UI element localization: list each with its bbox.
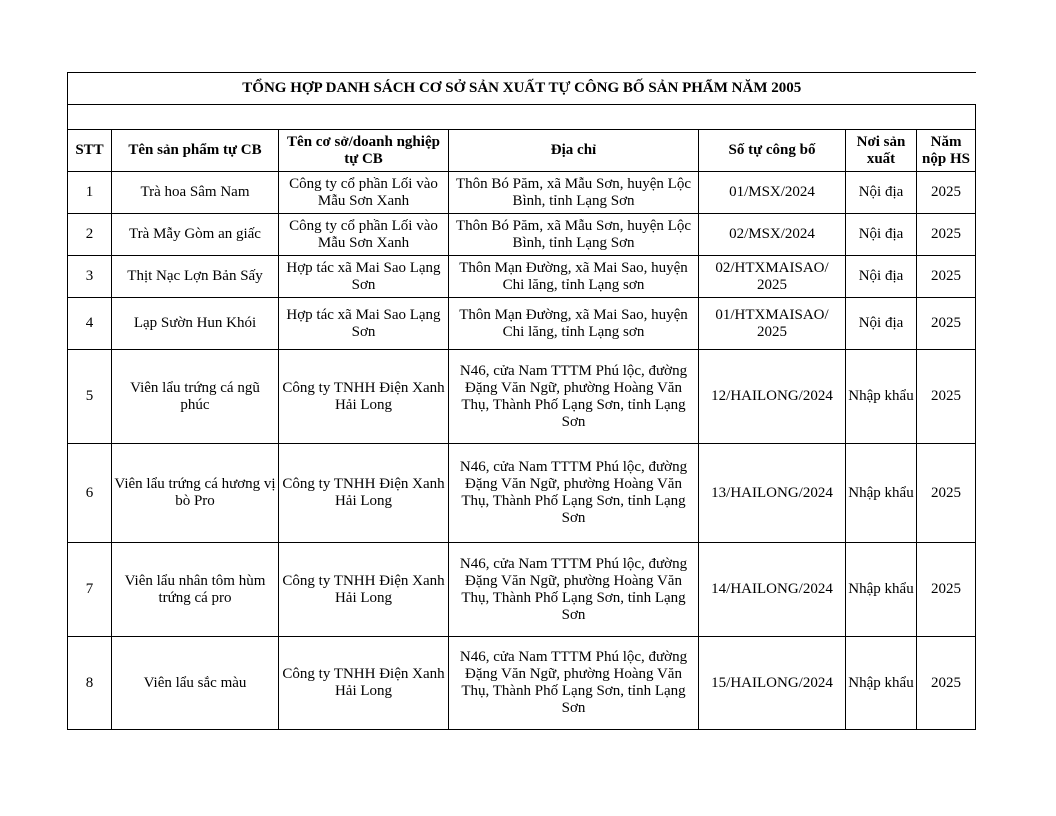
cell-address: Thôn Bó Păm, xã Mẫu Sơn, huyện Lộc Bình, tỉnh Lạng Sơn (449, 172, 699, 214)
cell-product: Thịt Nạc Lợn Bản Sấy (112, 256, 279, 298)
cell-product: Viên lẩu nhân tôm hùm trứng cá pro (112, 543, 279, 637)
table-row (68, 256, 976, 298)
cell-address: N46, cửa Nam TTTM Phú lộc, đường Đặng Văn Ngữ, phường Hoàng Văn Thụ, Thành Phố Lạng Sơn, tỉnh Lạng Sơn (449, 637, 699, 730)
table-row (68, 172, 976, 214)
cell-stt: 8 (68, 637, 112, 730)
table-row (68, 637, 976, 730)
cell-stt: 3 (68, 256, 112, 298)
cell-company: Công ty TNHH Điện Xanh Hải Long (279, 543, 449, 637)
cell-address: N46, cửa Nam TTTM Phú lộc, đường Đặng Văn Ngữ, phường Hoàng Văn Thụ, Thành Phố Lạng Sơn, tỉnh Lạng Sơn (449, 350, 699, 444)
header-year: Năm nộp HS (917, 130, 976, 172)
header-stt: STT (68, 130, 112, 172)
cell-product: Viên lẩu sắc màu (112, 637, 279, 730)
cell-code: 02/MSX/2024 (699, 214, 846, 256)
cell-origin: Nhập khẩu (846, 543, 917, 637)
cell-stt: 6 (68, 444, 112, 543)
header-product: Tên sản phẩm tự CB (112, 130, 279, 172)
cell-address: Thôn Bó Păm, xã Mẫu Sơn, huyện Lộc Bình, tỉnh Lạng Sơn (449, 214, 699, 256)
cell-origin: Nội địa (846, 298, 917, 350)
product-declaration-table (67, 72, 976, 730)
cell-year: 2025 (917, 444, 976, 543)
cell-origin: Nội địa (846, 172, 917, 214)
table-row (68, 214, 976, 256)
cell-stt: 5 (68, 350, 112, 444)
cell-product: Trà hoa Sâm Nam (112, 172, 279, 214)
cell-stt: 4 (68, 298, 112, 350)
cell-company: Công ty TNHH Điện Xanh Hải Long (279, 350, 449, 444)
cell-code: 12/HAILONG/2024 (699, 350, 846, 444)
blank-row (68, 105, 976, 130)
table-row (68, 543, 976, 637)
table-row (68, 350, 976, 444)
cell-company: Hợp tác xã Mai Sao Lạng Sơn (279, 298, 449, 350)
cell-code: 15/HAILONG/2024 (699, 637, 846, 730)
cell-company: Công ty cổ phần Lối vào Mẫu Sơn Xanh (279, 214, 449, 256)
cell-address: N46, cửa Nam TTTM Phú lộc, đường Đặng Văn Ngữ, phường Hoàng Văn Thụ, Thành Phố Lạng Sơn, tỉnh Lạng Sơn (449, 444, 699, 543)
cell-year: 2025 (917, 256, 976, 298)
cell-code: 13/HAILONG/2024 (699, 444, 846, 543)
header-row (68, 130, 976, 172)
cell-year: 2025 (917, 214, 976, 256)
cell-company: Công ty cổ phần Lối vào Mẫu Sơn Xanh (279, 172, 449, 214)
cell-code: 01/MSX/2024 (699, 172, 846, 214)
header-company: Tên cơ sở/doanh nghiệp tự CB (279, 130, 449, 172)
cell-origin: Nội địa (846, 256, 917, 298)
cell-product: Lạp Sườn Hun Khói (112, 298, 279, 350)
cell-stt: 2 (68, 214, 112, 256)
cell-code: 01/HTXMAISAO/ 2025 (699, 298, 846, 350)
cell-address: N46, cửa Nam TTTM Phú lộc, đường Đặng Văn Ngữ, phường Hoàng Văn Thụ, Thành Phố Lạng Sơn, tỉnh Lạng Sơn (449, 543, 699, 637)
header-code: Số tự công bố (699, 130, 846, 172)
cell-origin: Nhập khẩu (846, 444, 917, 543)
cell-stt: 1 (68, 172, 112, 214)
cell-company: Công ty TNHH Điện Xanh Hải Long (279, 444, 449, 543)
cell-product: Viên lẩu trứng cá hương vị bò Pro (112, 444, 279, 543)
cell-address: Thôn Mạn Đường, xã Mai Sao, huyện Chi lăng, tỉnh Lạng sơn (449, 256, 699, 298)
cell-year: 2025 (917, 637, 976, 730)
cell-year: 2025 (917, 172, 976, 214)
cell-origin: Nhập khẩu (846, 637, 917, 730)
cell-year: 2025 (917, 350, 976, 444)
cell-year: 2025 (917, 298, 976, 350)
table-row (68, 444, 976, 543)
cell-origin: Nhập khẩu (846, 350, 917, 444)
cell-year: 2025 (917, 543, 976, 637)
header-address: Địa chỉ (449, 130, 699, 172)
cell-origin: Nội địa (846, 214, 917, 256)
cell-stt: 7 (68, 543, 112, 637)
header-origin: Nơi sản xuất (846, 130, 917, 172)
cell-product: Trà Mẫy Gòm an giấc (112, 214, 279, 256)
cell-company: Công ty TNHH Điện Xanh Hải Long (279, 637, 449, 730)
cell-company: Hợp tác xã Mai Sao Lạng Sơn (279, 256, 449, 298)
cell-code: 14/HAILONG/2024 (699, 543, 846, 637)
cell-product: Viên lẩu trứng cá ngũ phúc (112, 350, 279, 444)
cell-address: Thôn Mạn Đường, xã Mai Sao, huyện Chi lăng, tỉnh Lạng sơn (449, 298, 699, 350)
document-title: TỔNG HỢP DANH SÁCH CƠ SỞ SẢN XUẤT TỰ CÔNG BỐ SẢN PHẨM NĂM 2005 (68, 73, 976, 105)
table-row (68, 298, 976, 350)
cell-code: 02/HTXMAISAO/ 2025 (699, 256, 846, 298)
